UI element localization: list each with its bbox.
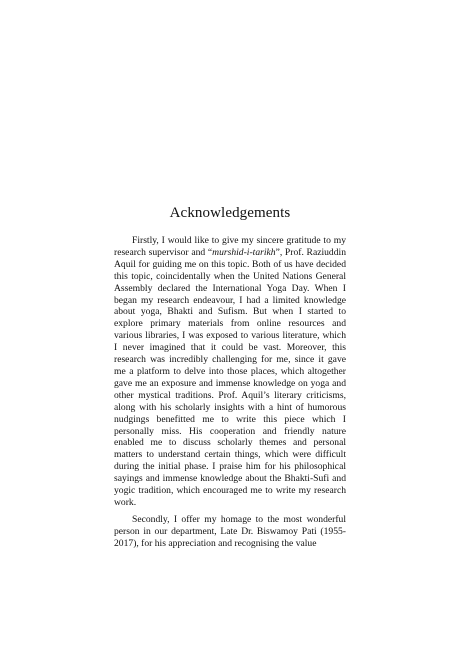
page-title: Acknowledgements xyxy=(169,205,291,221)
body-text xyxy=(114,235,346,550)
italic-term: murshid-i-tarikh xyxy=(212,246,276,258)
paragraph-1-text-end: ”, Prof. Raziuddin Aquil for guiding me on this topic. Both of us have decided this topic, coincidentally when the United Nations General Assembly declared the International Yoga Day. When I began my research endeavour, I had a limited knowledge about yoga, Bhakti and Sufism. But when I started to explore primary materials from online resources and various libraries, I was exposed to various literature, which I never imagined that it could be vast. Moreover, this research was incredibly challenging for me, since it gave me a platform to delve into those places, which altogether gave me an exposure and immense knowledge on yoga and other mystical traditions. Prof. Aquil’s literary criticisms, along with his scholarly insights with a hint of humorous nudgings benefitted me to write this piece which I personally miss. His cooperation and friendly nature enabled me to discuss scholarly themes and personal matters to understand certain things, which were difficult during the initial phase. I praise him for his philosophical sayings and immense knowledge about the Bhakti-Sufi and yogic tradition, which encouraged me to write my research work. xyxy=(114,246,346,508)
paragraph-2: Secondly, I offer my homage to the most wonderful person in our department, Late Dr. Biswamoy Pati (1955-2017), for his appreciation and recognising the value xyxy=(114,513,346,549)
paragraph-1 xyxy=(114,235,346,509)
paragraph-1-text-start: Firstly, I would like to give my sincere gratitude to my research supervisor and “ xyxy=(114,235,346,258)
